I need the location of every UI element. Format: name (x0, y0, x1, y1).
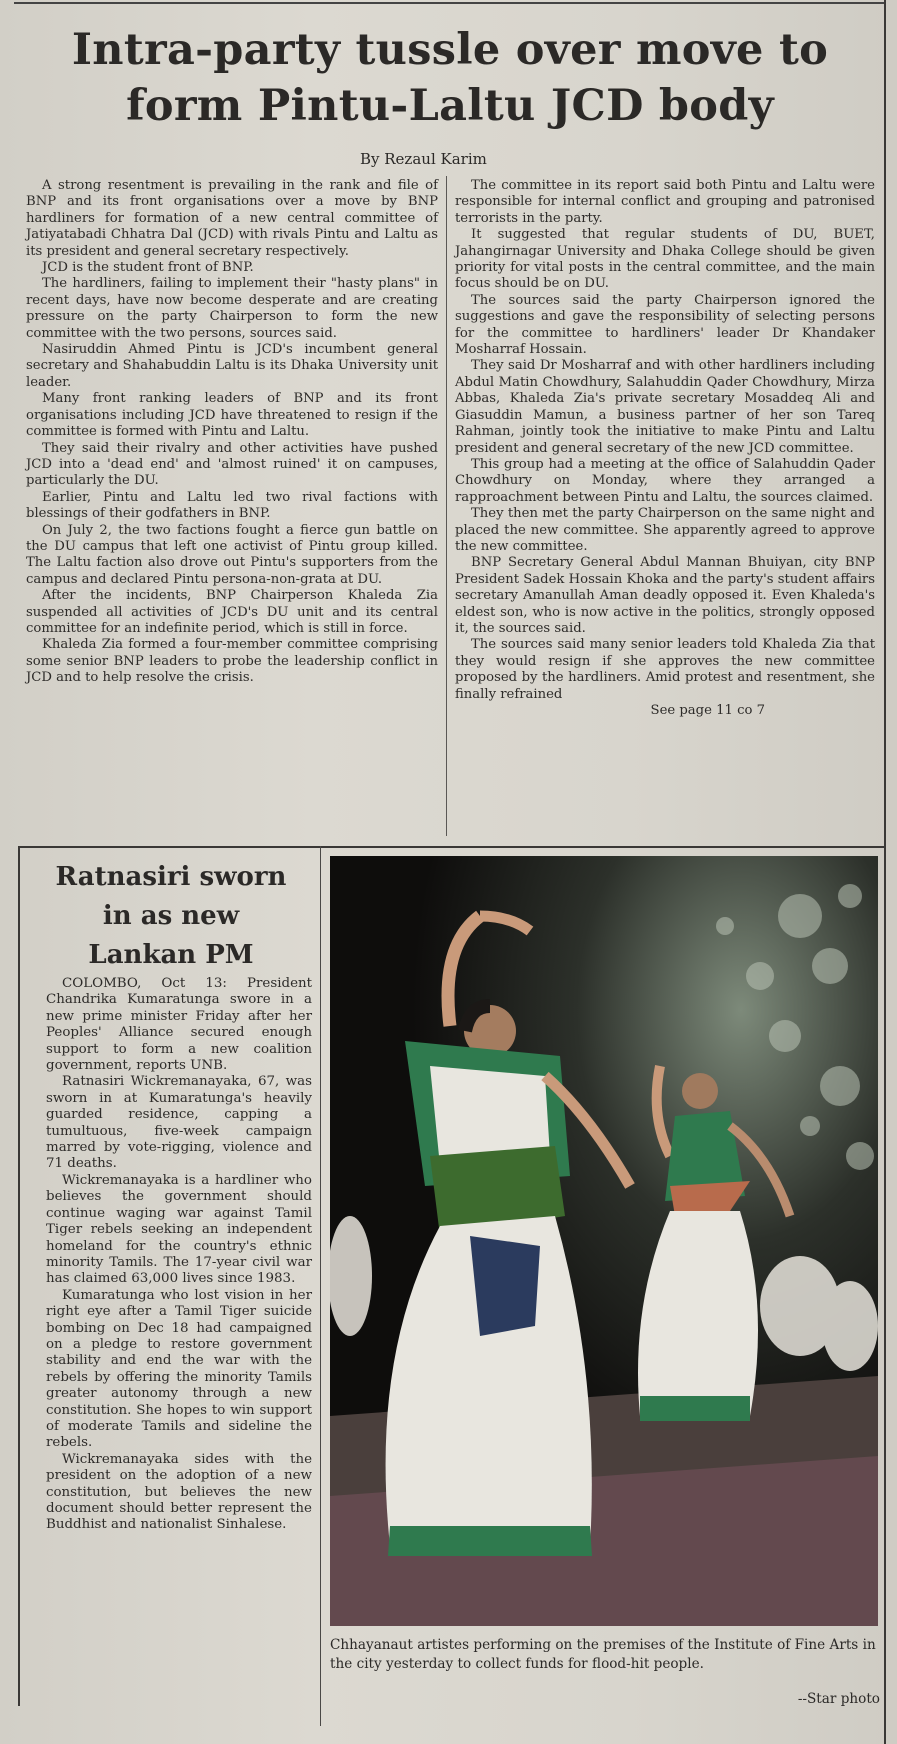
paragraph: A strong resentment is prevailing in the rank and file of BNP and its front organisations over a move by BNP hardliners for formation of a new central committee of Jatiyatabadi Chhatra Dal (JCD) with rivals Pintu and Laltu as its president and general secretary respectively. (26, 178, 438, 259)
sidebar-box-rule (18, 846, 20, 1706)
photo-caption: Chhayanaut artistes performing on the premises of the Institute of Fine Arts in the city yesterday to collect funds for flood-hit people. (330, 1637, 876, 1672)
paragraph: They then met the party Chairperson on the same night and placed the new committee. She apparently agreed to approve the new committee. (455, 506, 875, 554)
sidebar-divider (320, 846, 321, 1726)
main-headline (20, 22, 880, 134)
paragraph: Nasiruddin Ahmed Pintu is JCD's incumbent general secretary and Shahabuddin Laltu is its Dhaka University unit leader. (26, 342, 438, 390)
paragraph: Ratnasiri Wickremanayaka, 67, was sworn in at Kumaratunga's heavily guarded residence, capping a tumultuous, five-week campaign marred by vote-rigging, violence and 71 deaths. (46, 1074, 312, 1172)
photo-credit: --Star photo (797, 1691, 880, 1707)
dancers-photo (330, 856, 878, 1626)
sidebar-headline-line-3: Lankan PM (88, 940, 254, 970)
paragraph: It suggested that regular students of DU, BUET, Jahangirnagar University and Dhaka College should be given priority for vital posts in the central committee, and the main focus should be on DU. (455, 227, 875, 292)
paragraph: The hardliners, failing to implement their "hasty plans" in recent days, have now become desperate and are creating pressure on the party Chairperson to form the new committee with the two persons, sources said. (26, 276, 438, 341)
top-rule (14, 2, 886, 4)
headline-line-1: Intra-party tussle over move to (71, 25, 829, 75)
paragraph: The sources said many senior leaders told Khaleda Zia that they would resign if she approves the new committee proposed by the hardliners. Amid protest and resentment, she finally refrained (455, 637, 875, 702)
paragraph: They said Dr Mosharraf and with other hardliners including Abdul Matin Chowdhury, Salahuddin Qader Chowdhury, Mirza Abbas, Khaleda Zia's private secretary Mosaddeq Ali and Giasuddin Mamun, a business partner of her son Tareq Rahman, jointly took the initiative to make Pintu and Laltu president and general secretary of the new JCD committee. (455, 358, 875, 456)
sidebar-headline (28, 858, 314, 975)
paragraph: Kumaratunga who lost vision in her right eye after a Tamil Tiger suicide bombing on Dec 18 had campaigned on a pledge to restore government stability and end the war with the rebels by offering the minority Tamils greater autonomy through a new constitution. She hopes to win support of moderate Tamils and sideline the rebels. (46, 1287, 312, 1451)
paragraph: Wickremanayaka sides with the president on the adoption of a new constitution, but believes the new document should better represent the Buddhist and nationalist Sinhalese. (46, 1451, 312, 1533)
right-border-rule (884, 0, 886, 1744)
byline: By Rezaul Karim (360, 150, 487, 168)
paragraph: They said their rivalry and other activities have pushed JCD into a 'dead end' and 'almost ruined' it on campuses, particularly the DU. (26, 440, 438, 489)
paragraph: Khaleda Zia formed a four-member committee comprising some senior BNP leaders to probe the leadership conflict in JCD and to help resolve the crisis. (26, 637, 438, 686)
column-divider (446, 176, 447, 836)
sidebar-headline-line-1: Ratnasiri sworn (55, 862, 287, 892)
paragraph: Many front ranking leaders of BNP and its front organisations including JCD have threatened to resign if the committee is formed with Pintu and Laltu. (26, 391, 438, 440)
paragraph: After the incidents, BNP Chairperson Khaleda Zia suspended all activities of JCD's DU unit and its central committee for an indefinite period, which is still in force. (26, 588, 438, 636)
paragraph: The sources said the party Chairperson ignored the suggestions and gave the responsibility of selecting persons for the committee to hardliners' leader Dr Khandaker Mosharraf Hossain. (455, 292, 875, 358)
sidebar-headline-line-2: in as new (102, 901, 240, 931)
paragraph: JCD is the student front of BNP. (42, 260, 254, 276)
paragraph: The committee in its report said both Pintu and Laltu were responsible for internal conflict and grouping and patronised terrorists in the party. (455, 178, 875, 226)
section-rule (18, 846, 884, 848)
paragraph: Wickremanayaka is a hardliner who believes the government should continue waging war against Tamil Tiger rebels seeking an independent homeland for the country's ethnic minority Tamils. The 17-year civil war has claimed 63,000 lives since 1983. (46, 1172, 312, 1287)
main-story-column-1 (26, 178, 438, 687)
paragraph: On July 2, the two factions fought a fierce gun battle on the DU campus that left one activist of Pintu group killed. The Laltu faction also drove out Pintu's supporters from the campus and declared Pintu persona-non-grata at DU. (26, 522, 438, 587)
paragraph: COLOMBO, Oct 13: President Chandrika Kumaratunga swore in a new prime minister Friday after her Peoples' Alliance secured enough support to form a new coalition government, reports UNB. (46, 976, 312, 1074)
paragraph: Earlier, Pintu and Laltu led two rival factions with blessings of their godfathers in BNP. (26, 489, 438, 522)
headline-line-2: form Pintu-Laltu JCD body (126, 81, 774, 131)
sidebar-story-body (46, 976, 312, 1534)
paragraph: This group had a meeting at the office of Salahuddin Qader Chowdhury on Monday, where they arranged a rapproachment between Pintu and Laltu, the sources claimed. (455, 456, 875, 505)
dancers-photo-illustration (330, 856, 878, 1626)
main-story-column-2 (455, 178, 875, 719)
paragraph: BNP Secretary General Abdul Mannan Bhuiyan, city BNP President Sadek Hossain Khoka and the party's student affairs secretary Amanullah Aman deadly opposed it. Even Khaleda's eldest son, who is now active in the politics, strongly opposed it, the sources said. (455, 555, 875, 636)
continuation-jump: See page 11 co 7 (650, 703, 765, 718)
